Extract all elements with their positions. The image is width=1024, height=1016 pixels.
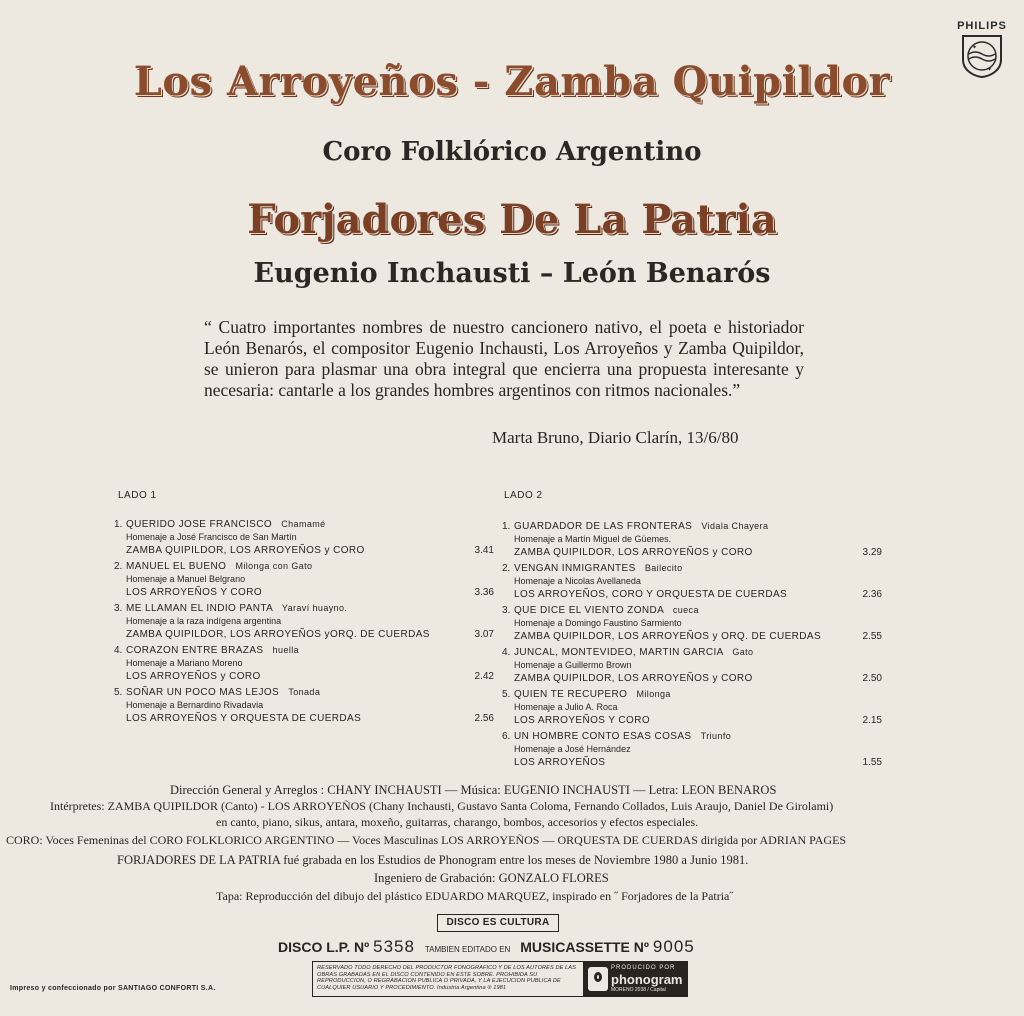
letra-label: — Letra: (633, 783, 679, 797)
track-tribute: Homenaje a Julio A. Roca (514, 702, 618, 712)
interpretes-value: ZAMBA QUIPILDOR (Canto) - LOS ARROYEÑOS (Chany Inchausti, Gustavo Santa Coloma, Fernando Collados, Luis Araujo, Daniel De Girolami) (107, 799, 834, 813)
direccion-value: CHANY INCHAUSTI (327, 783, 442, 797)
legal-notice-box (312, 961, 688, 997)
track-duration: 2.15 (862, 715, 882, 726)
artists-title: Los Arroyeños - Zamba Quipildor (133, 58, 891, 105)
track-genre: Gato (732, 647, 754, 657)
track-item (502, 688, 882, 727)
track-title: CORAZON ENTRE BRAZAS (126, 645, 264, 656)
track-number: 2. (502, 563, 511, 574)
disco-number: 5358 (373, 937, 415, 956)
track-performers: LOS ARROYEÑOS Y CORO (514, 715, 651, 726)
track-genre: Yaraví huayno. (281, 603, 348, 613)
track-performers: ZAMBA QUIPILDOR, LOS ARROYEÑOS y ORQ. DE CUERDAS (514, 631, 822, 642)
track-title-line (514, 604, 699, 617)
track-duration: 3.41 (474, 545, 494, 556)
track-tribute: Homenaje a la raza indígena argentina (126, 616, 282, 626)
track-number: 1. (502, 521, 511, 532)
track-performers: LOS ARROYEÑOS y CORO (126, 671, 261, 682)
track-title: QUERIDO JOSE FRANCISCO (126, 519, 273, 530)
album-title: Forjadores De La Patria (247, 196, 777, 243)
track-number: 6. (502, 731, 511, 742)
track-item (502, 562, 882, 601)
track-performers: LOS ARROYEÑOS Y CORO (126, 587, 263, 598)
cassette-number: 9005 (652, 937, 695, 956)
credits-cover (216, 889, 733, 904)
cover-label: Tapa: (216, 889, 243, 903)
track-title-line (514, 520, 768, 533)
letra-value: LEON BENAROS (681, 783, 777, 797)
track-title-line (514, 688, 671, 701)
track-title: SOÑAR UN POCO MAS LEJOS (126, 687, 280, 698)
musica-value: EUGENIO INCHAUSTI (503, 783, 630, 797)
track-title: GUARDADOR DE LAS FRONTERAS (514, 521, 693, 532)
coro-value: Voces Femeninas del CORO FOLKLORICO ARGENTINO — Voces Masculinas LOS ARROYEÑOS — ORQUESTA DE CUERDAS dirigida por ADRIAN PAGES (45, 833, 847, 847)
track-item (114, 560, 494, 599)
track-performers: ZAMBA QUIPILDOR, LOS ARROYEÑOS y CORO (514, 673, 753, 684)
track-number: 1. (114, 519, 123, 530)
track-number: 5. (114, 687, 123, 698)
track-title: QUE DICE EL VIENTO ZONDA (514, 605, 664, 616)
side2-label: LADO 2 (504, 490, 543, 501)
track-performers: ZAMBA QUIPILDOR, LOS ARROYEÑOS y CORO (126, 545, 365, 556)
track-duration: 3.36 (474, 587, 494, 598)
credits-direction (170, 783, 776, 798)
track-tribute: Homenaje a Bernardino Rivadavia (126, 700, 264, 710)
printer-credit: Impreso y confeccionado por SANTIAGO CONFORTI S.A. (10, 985, 216, 992)
track-genre: Vidala Chayera (701, 521, 769, 531)
musica-label: — Música: (444, 783, 501, 797)
recording-text: fué grabada en los Estudios de Phonogram entre los meses (283, 853, 576, 867)
track-number: 4. (114, 645, 123, 656)
phonogram-wordmark: phonogram (611, 972, 683, 987)
credits-instruments: en canto, piano, sikus, antara, moxeño, guitarras, charango, bombos, accesorios y efectos especiales. (216, 815, 699, 829)
disco-es-cultura-badge: DISCO ES CULTURA (437, 914, 559, 932)
also-edited-label: TAMBIEN EDITADO EN (424, 945, 511, 954)
choir-subtitle: Coro Folklórico Argentino (322, 137, 702, 167)
quote-source: Marta Bruno, Diario Clarín, 13/6/80 (492, 428, 739, 447)
track-genre: Bailecito (644, 563, 683, 573)
track-number: 3. (502, 605, 511, 616)
cover-value: Reproducción del dibujo del plástico EDUARDO MARQUEZ, inspirado en ˝ Forjadores de la Patria˝ (245, 889, 734, 903)
track-title: UN HOMBRE CONTO ESAS COSAS (514, 731, 692, 742)
philips-wordmark: PHILIPS (957, 20, 1007, 32)
track-title-line (126, 644, 299, 657)
track-title: JUNCAL, MONTEVIDEO, MARTIN GARCIA (514, 647, 724, 658)
track-tribute: Homenaje a Nicolas Avellaneda (514, 576, 641, 586)
track-tribute: Homenaje a Manuel Belgrano (126, 574, 246, 584)
credits-choir (6, 833, 846, 848)
track-duration: 2.50 (862, 673, 882, 684)
track-item (502, 520, 882, 559)
track-genre: Chamamé (281, 519, 326, 529)
side2-tracklist (502, 520, 880, 780)
engineer-label: Ingeniero de Grabación: (374, 871, 496, 885)
track-number: 3. (114, 603, 123, 614)
track-performers: ZAMBA QUIPILDOR, LOS ARROYEÑOS y CORO (514, 547, 753, 558)
track-title-line (514, 730, 731, 743)
track-performers: ZAMBA QUIPILDOR, LOS ARROYEÑOS yORQ. DE CUERDAS (126, 629, 430, 640)
credits-performers (50, 799, 833, 814)
credits-engineer (374, 871, 609, 886)
track-title: MANUEL EL BUENO (126, 561, 227, 572)
disco-label: DISCO L.P. Nº (278, 939, 370, 955)
interpretes-label: Intérpretes: (50, 799, 105, 813)
phonogram-panel (583, 962, 687, 996)
track-tribute: Homenaje a Mariano Moreno (126, 658, 243, 668)
track-number: 2. (114, 561, 123, 572)
svg-text:✦: ✦ (987, 67, 993, 73)
track-title-line (514, 646, 753, 659)
track-performers: LOS ARROYEÑOS Y ORQUESTA DE CUERDAS (126, 713, 362, 724)
track-tribute: Homenaje a Martín Miguel de Güemes. (514, 534, 672, 544)
track-tribute: Homenaje a José Hernández (514, 744, 631, 754)
track-item (502, 730, 882, 769)
track-item (114, 686, 494, 725)
recording-album: FORJADORES DE LA PATRIA (117, 853, 281, 867)
track-performers: LOS ARROYEÑOS, CORO Y ORQUESTA DE CUERDAS (514, 589, 788, 600)
producido-label: PRODUCIDO POR (611, 965, 676, 971)
track-genre: Triunfo (700, 731, 732, 741)
phonogram-logo-icon (588, 967, 608, 991)
track-title-line (126, 686, 320, 699)
track-item (502, 646, 882, 685)
engineer-value: GONZALO FLORES (498, 871, 609, 885)
phonogram-address: MORENO 2038 / Capital (611, 987, 666, 993)
track-tribute: Homenaje a Domingo Faustino Sarmiento (514, 618, 682, 628)
track-duration: 2.36 (862, 589, 882, 600)
track-genre: Milonga con Gato (235, 561, 313, 571)
legal-notice-text: RESERVADO TODO DERECHO DEL PRODUCTOR FONOGRAFICO Y DE LOS AUTORES DE LAS OBRAS GRABADAS EN EL DISCO CONTENIDO EN ESTE SOBRE. PROHIBIDA SU REPRODUCCION, O REGRABACION PUBLICA O PRIVADA, Y LA EJECUCION PUBLICA DE CUALQUIER USUARIO Y PROCEDIMIENTO. Industria Argentina ℗ 1981 (317, 965, 576, 991)
track-item (114, 644, 494, 683)
track-genre: cueca (672, 605, 699, 615)
track-genre: huella (272, 645, 300, 655)
recording-dates: de Noviembre 1980 a Junio 1981. (579, 853, 749, 867)
track-performers: LOS ARROYEÑOS (514, 757, 606, 768)
track-item (114, 518, 494, 557)
track-duration: 2.56 (474, 713, 494, 724)
track-title-line (514, 562, 682, 575)
track-number: 4. (502, 647, 511, 658)
track-genre: Milonga (636, 689, 671, 699)
track-duration: 1.55 (862, 757, 882, 768)
track-duration: 3.07 (474, 629, 494, 640)
track-title: VENGAN INMIGRANTES (514, 563, 636, 574)
track-item (114, 602, 494, 641)
side1-label: LADO 1 (118, 490, 157, 501)
coro-label: CORO: (6, 833, 43, 847)
track-tribute: Homenaje a José Francisco de San Martín (126, 532, 297, 542)
press-quote: “ Cuatro importantes nombres de nuestro cancionero nativo, el poeta e historiador León Benarós, el compositor Eugenio Inchausti, Los Arroyeños y Zamba Quipildor, se unieron para plasmar una obra integral que encierra una propuesta interesante y necesaria: cantarle a los grandes hombres argentinos con ritmos nacionales.” (204, 317, 804, 400)
track-duration: 3.29 (862, 547, 882, 558)
direccion-label: Dirección General y Arreglos : (170, 783, 325, 797)
track-item (502, 604, 882, 643)
credits-recording (117, 853, 748, 868)
track-title: ME LLAMAN EL INDIO PANTA (126, 603, 273, 614)
svg-text:✦: ✦ (972, 45, 978, 51)
catalog-numbers (278, 937, 695, 957)
track-title: QUIEN TE RECUPERO (514, 689, 628, 700)
track-duration: 2.42 (474, 671, 494, 682)
track-title-line (126, 560, 312, 573)
track-title-line (126, 602, 347, 615)
authors-subtitle: Eugenio Inchausti – León Benarós (253, 258, 771, 289)
track-tribute: Homenaje a Guillermo Brown (514, 660, 632, 670)
side1-tracklist (114, 518, 494, 738)
track-genre: Tonada (288, 687, 321, 697)
track-duration: 2.55 (862, 631, 882, 642)
track-title-line (126, 518, 326, 531)
track-number: 5. (502, 689, 511, 700)
cassette-label: MUSICASSETTE Nº (520, 939, 650, 955)
